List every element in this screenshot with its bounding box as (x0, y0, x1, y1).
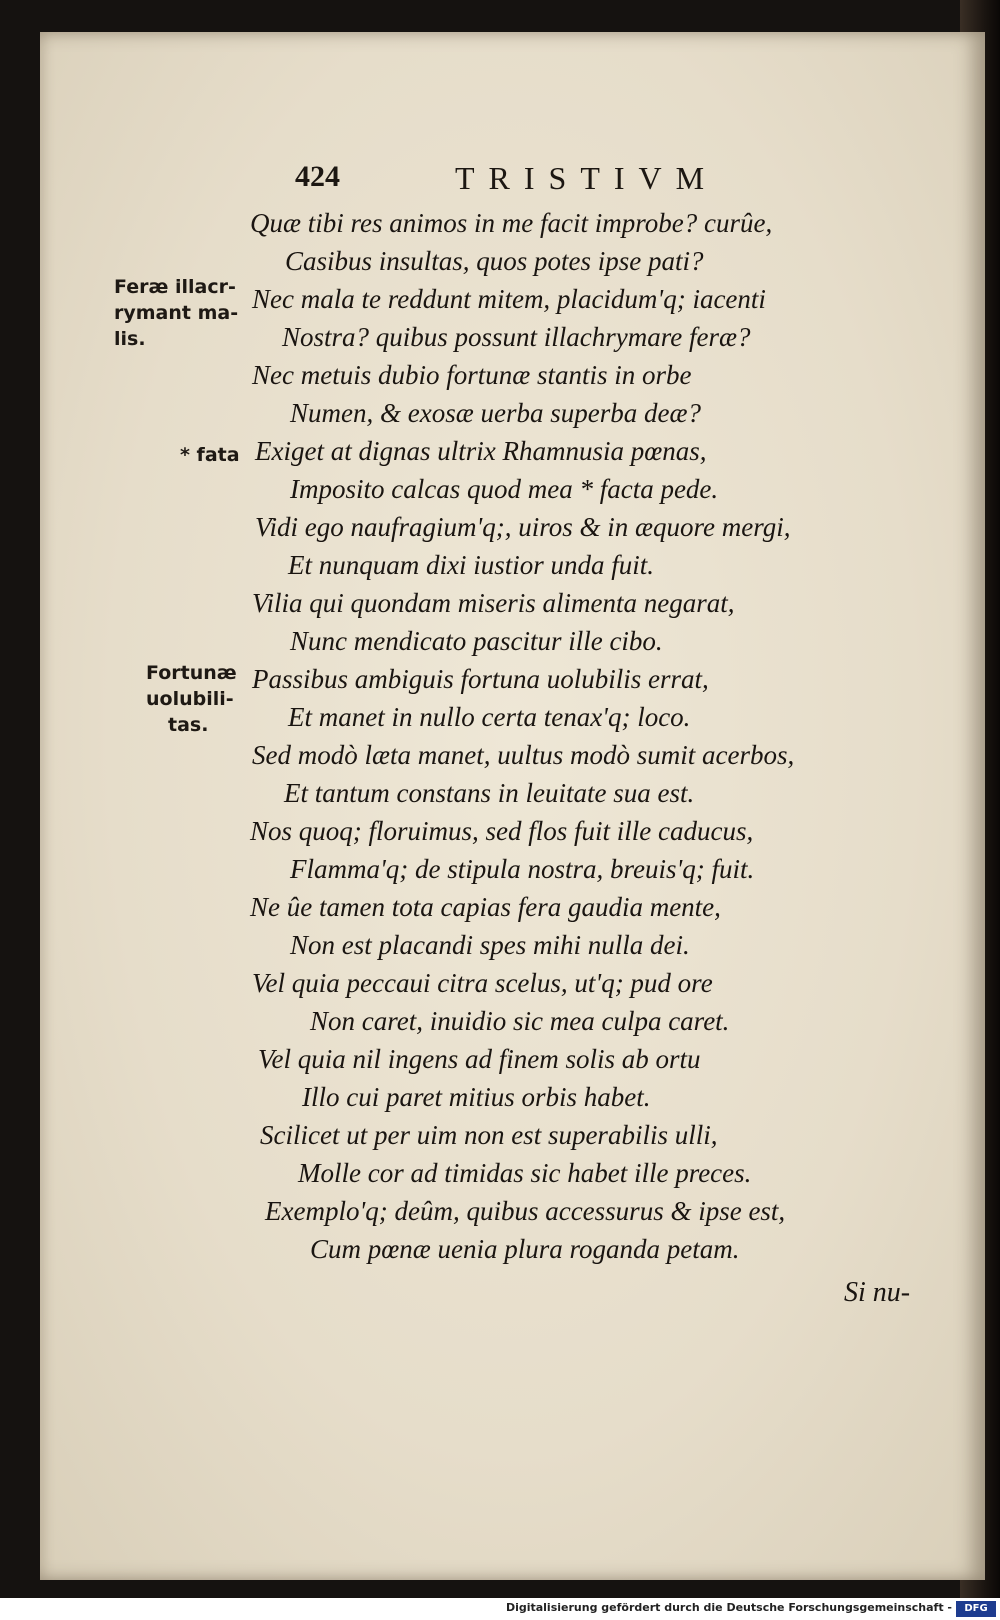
marginal-gloss-ferae (114, 274, 238, 352)
funding-credit: Digitalisierung gefördert durch die Deutsche Forschungsgemeinschaft - (505, 1601, 952, 1614)
verse-line: Illo cui paret mitius orbis habet. (302, 1082, 651, 1112)
verse-line: Nec mala te reddunt mitem, placidum'q; iacenti (252, 284, 766, 314)
verse-line: Passibus ambiguis fortuna uolubilis errat, (252, 664, 709, 694)
verse-line: Et manet in nullo certa tenax'q; loco. (288, 702, 691, 732)
verse-line: Et nunquam dixi iustior unda fuit. (288, 550, 655, 580)
marginal-gloss-fortunae (146, 660, 237, 738)
verse-line: Vidi ego naufragium'q;, uiros & in æquore mergi, (255, 512, 791, 542)
verse-line: Quæ tibi res animos in me facit improbe? curûe, (250, 208, 773, 238)
gloss-line: tas. (168, 714, 209, 736)
verse-line: Flamma'q; de stipula nostra, breuis'q; fuit. (290, 854, 755, 884)
verse-line: Nostra? quibus possunt illachrymare feræ? (282, 322, 751, 352)
gloss-line: lis. (114, 328, 146, 350)
verse-line: Vel quia nil ingens ad finem solis ab ortu (258, 1044, 701, 1074)
verse-line: Exiget at dignas ultrix Rhamnusia pœnas, (255, 436, 707, 466)
verse-line: Exemplo'q; deûm, quibus accessurus & ipse est, (265, 1196, 786, 1226)
verse-line: Cum pœnæ uenia plura roganda petam. (310, 1234, 740, 1264)
verse-line: Imposito calcas quod mea * facta pede. (290, 474, 719, 504)
page-number: 424 (295, 160, 340, 193)
verse-line: Ne ûe tamen tota capias fera gaudia mente, (250, 892, 721, 922)
verse-line: Numen, & exosæ uerba superba deæ? (290, 398, 701, 428)
verse-line: Non caret, inuidio sic mea culpa caret. (310, 1006, 730, 1036)
running-title: TRISTIVM (455, 160, 719, 196)
verse-line: Scilicet ut per uim non est superabilis ulli, (260, 1120, 718, 1150)
book-page (40, 32, 985, 1580)
verse-line: Nos quoq; floruimus, sed flos fuit ille caducus, (250, 816, 754, 846)
digitization-footer (0, 1598, 1000, 1620)
verse-line: Casibus insultas, quos potes ipse pati? (285, 246, 704, 276)
verse-line: Sed modò læta manet, uultus modò sumit acerbos, (252, 740, 795, 770)
verse-line: Vilia qui quondam miseris alimenta negarat, (252, 588, 735, 618)
verse-line: Nec metuis dubio fortunæ stantis in orbe (252, 360, 692, 390)
dfg-logo: DFG (956, 1601, 996, 1617)
verse-line: Vel quia peccaui citra scelus, ut'q; pud ore (252, 968, 713, 998)
verse-line: Nunc mendicato pascitur ille cibo. (290, 626, 663, 656)
gloss-line: rymant ma- (114, 302, 239, 324)
gloss-line: uolubili- (146, 688, 234, 710)
marginal-gloss-fata: * fata (180, 444, 240, 466)
verse-line: Molle cor ad timidas sic habet ille preces. (298, 1158, 752, 1188)
verse-line: Et tantum constans in leuitate sua est. (284, 778, 695, 808)
catchword: Si nu- (844, 1277, 911, 1308)
running-head (290, 160, 850, 200)
verse-line: Non est placandi spes mihi nulla dei. (290, 930, 690, 960)
gloss-line: Feræ illacr- (114, 276, 236, 298)
gloss-line: Fortunæ (146, 662, 237, 684)
